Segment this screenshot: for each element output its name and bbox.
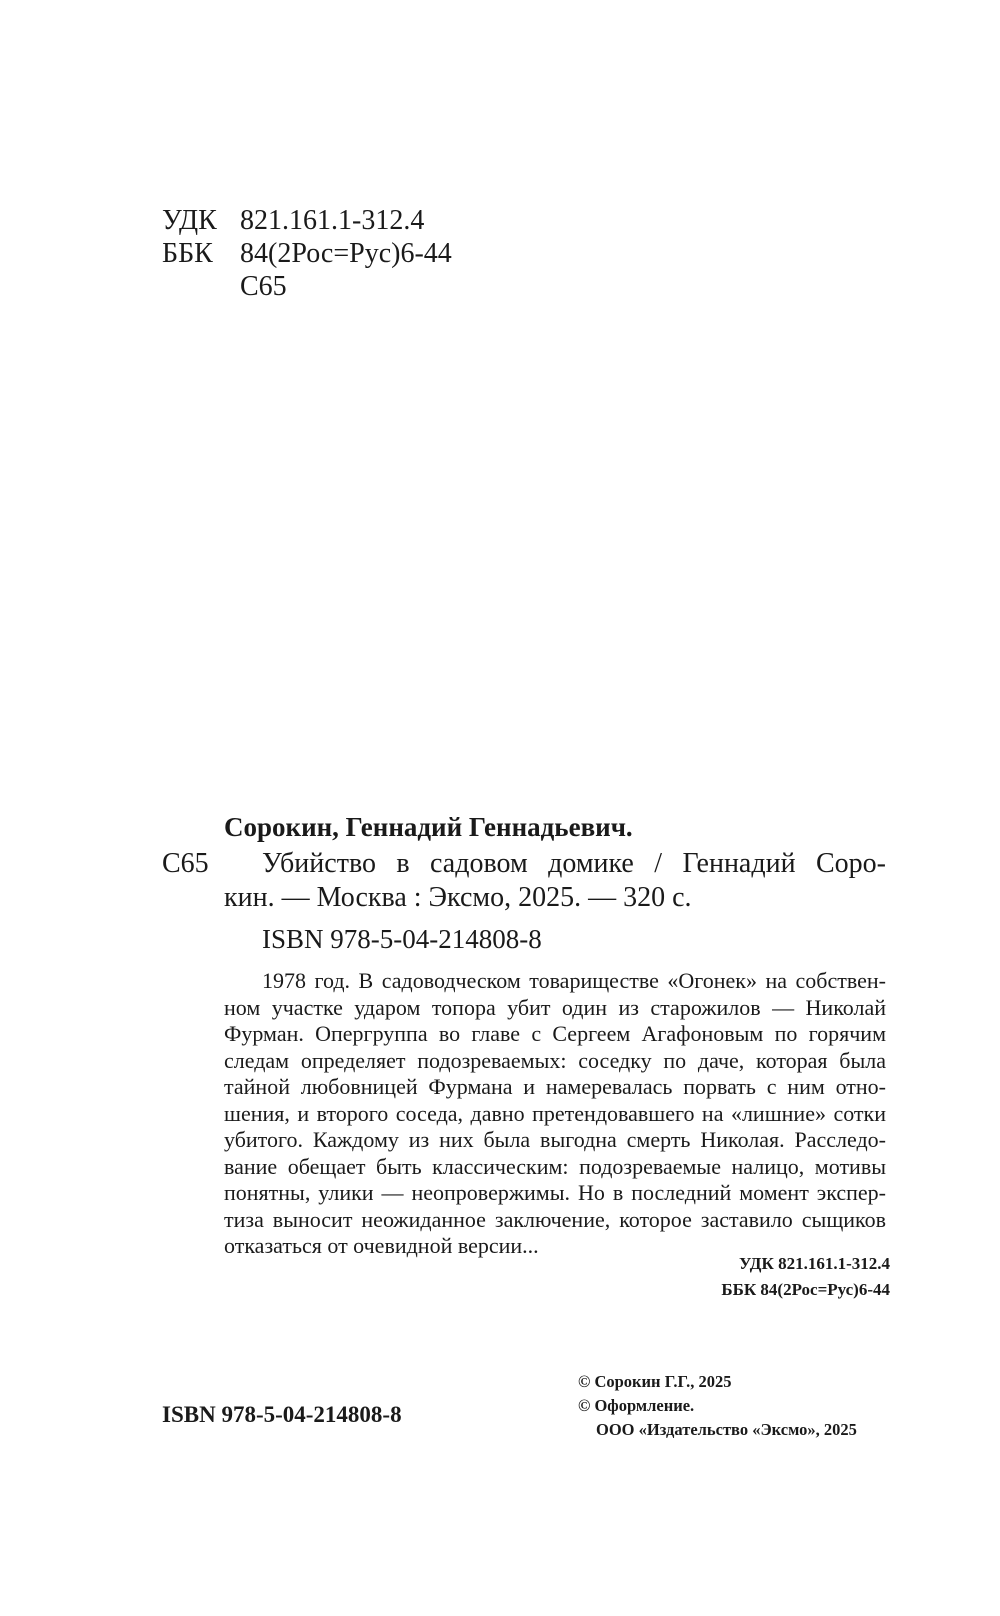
bbk-value: 84(2Рос=Рус)6-44: [240, 238, 452, 269]
udk-value: 821.161.1-312.4: [240, 205, 425, 236]
annotation-line: Фурман. Опергруппа во главе с Сергеем Агафоновым по горячим: [224, 1021, 886, 1046]
copyright-design: © Оформление.: [578, 1396, 695, 1415]
annotation-line: следам определяет подозреваемых: соседку по даче, которая была: [224, 1047, 886, 1073]
annotation-line: вание обещает быть классическим: подозреваемые налицо, мотивы: [224, 1153, 886, 1179]
annotation-line: отказаться от очевидной версии...: [224, 1233, 539, 1258]
author-mark: С65: [240, 271, 287, 302]
annotation: [224, 968, 886, 1260]
udk-full: УДК 821.161.1-312.4: [739, 1254, 890, 1273]
udk-label: УДК: [162, 205, 217, 236]
bbk-full: ББК 84(2Рос=Рус)6-44: [721, 1280, 890, 1299]
isbn-footer: ISBN 978-5-04-214808-8: [162, 1402, 402, 1427]
annotation-line: убитого. Каждому из них была выгодна смерть Николая. Расследо-: [224, 1127, 886, 1152]
author-heading: Сорокин, Геннадий Геннадьевич.: [224, 812, 633, 842]
copyright-publisher: ООО «Издательство «Эксмо», 2025: [596, 1420, 857, 1439]
annotation-line: тиза выносит неожиданное заключение, которое заставило сыщиков: [224, 1206, 886, 1232]
bbk-label: ББК: [162, 238, 213, 269]
isbn-main: ISBN 978-5-04-214808-8: [262, 924, 542, 954]
annotation-line: ном участке ударом топора убит один из старожилов — Николай: [224, 994, 886, 1020]
annotation-line: понятны, улики — неопровержимы. Но в последний момент экспер-: [224, 1180, 886, 1205]
title-line-2: кин. — Москва : Эксмо, 2025. — 320 с.: [224, 882, 692, 913]
annotation-line: шения, и второго соседа, давно претендовавшего на «лишние» сотки: [224, 1100, 886, 1126]
annotation-line: тайной любовницей Фурмана и намеревалась порвать с ним отно-: [224, 1074, 886, 1099]
title-line-1: Убийство в садовом домике / Геннадий Соро-: [262, 848, 886, 879]
call-mark: С65: [162, 848, 209, 879]
copyright-author: © Сорокин Г.Г., 2025: [578, 1372, 732, 1391]
annotation-line: 1978 год. В садоводческом товариществе «Огонек» на собствен-: [262, 968, 886, 993]
